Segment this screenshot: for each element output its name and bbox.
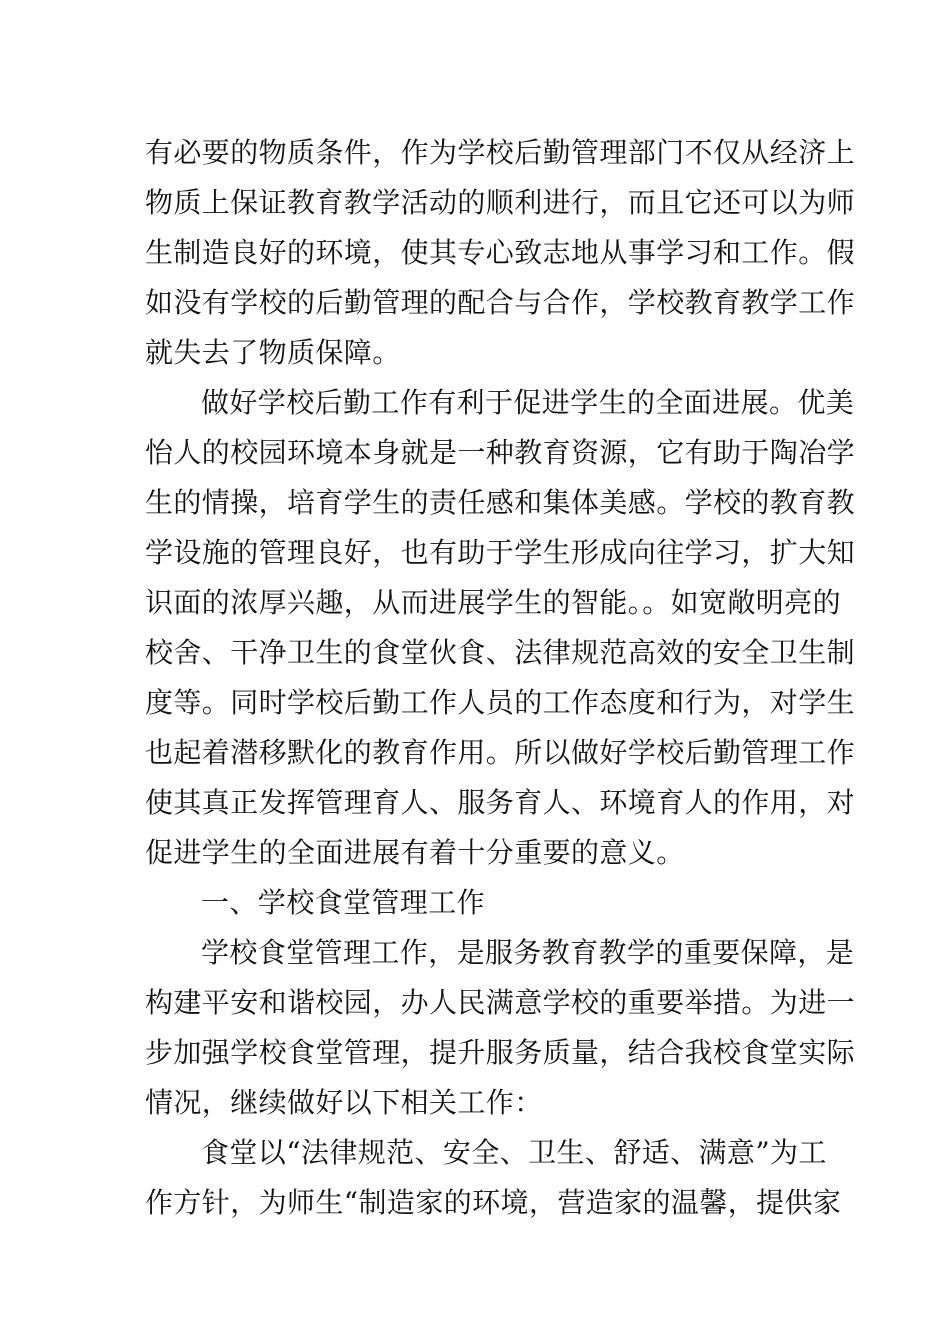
text-line: 怡人的校园环境本身就是一种教育资源，它有助于陶冶学 [145, 436, 856, 469]
text-line: 有必要的物质条件，作为学校后勤管理部门不仅从经济上 [145, 136, 856, 169]
text-line: 就失去了物质保障。 [145, 336, 401, 369]
text-line: 识面的浓厚兴趣，从而进展学生的智能。。如宽敞明亮的 [145, 586, 842, 619]
text-line: 度等。同时学校后勤工作人员的工作态度和行为，对学生 [145, 686, 856, 719]
text-line: 学校食堂管理工作，是服务教育教学的重要保障，是 [201, 936, 855, 969]
paragraph-2 [145, 378, 856, 878]
section-heading [145, 878, 807, 928]
text-line: 也起着潜移默化的教育作用。所以做好学校后勤管理工作 [145, 736, 856, 769]
text-line: 生的情操，培育学生的责任感和集体美感。学校的教育教 [145, 486, 856, 519]
text-line: 情况，继续做好以下相关工作： [145, 1086, 543, 1119]
document-body [145, 128, 856, 1228]
paragraph-5 [145, 1128, 842, 1228]
text-line: 构建平安和谐校园，办人民满意学校的重要举措。为进一 [145, 986, 856, 1019]
paragraph-1 [145, 128, 856, 378]
text-line: 作方针，为师生“制造家的环境，营造家的温馨，提供家 [145, 1186, 842, 1219]
text-line: 步加强学校食堂管理，提升服务质量，结合我校食堂实际 [145, 1036, 856, 1069]
text-line: 如没有学校的后勤管理的配合与合作，学校教育教学工作 [145, 286, 856, 319]
section-title: 一、学校食堂管理工作 [201, 886, 486, 919]
text-line: 物质上保证教育教学活动的顺利进行，而且它还可以为师 [145, 186, 856, 219]
text-line: 生制造良好的环境，使其专心致志地从事学习和工作。假 [145, 236, 856, 269]
text-line: 做好学校后勤工作有利于促进学生的全面进展。优美 [201, 386, 855, 419]
text-line: 促进学生的全面进展有着十分重要的意义。 [145, 836, 685, 869]
paragraph-4 [145, 928, 856, 1128]
text-line: 学设施的管理良好，也有助于学生形成向往学习，扩大知 [145, 536, 856, 569]
text-line: 使其真正发挥管理育人、服务育人、环境育人的作用，对 [145, 786, 856, 819]
text-line: 食堂以“法律规范、安全、卫生、舒适、满意”为工 [201, 1136, 827, 1169]
text-line: 校舍、干净卫生的食堂伙食、法律规范高效的安全卫生制 [145, 636, 856, 669]
